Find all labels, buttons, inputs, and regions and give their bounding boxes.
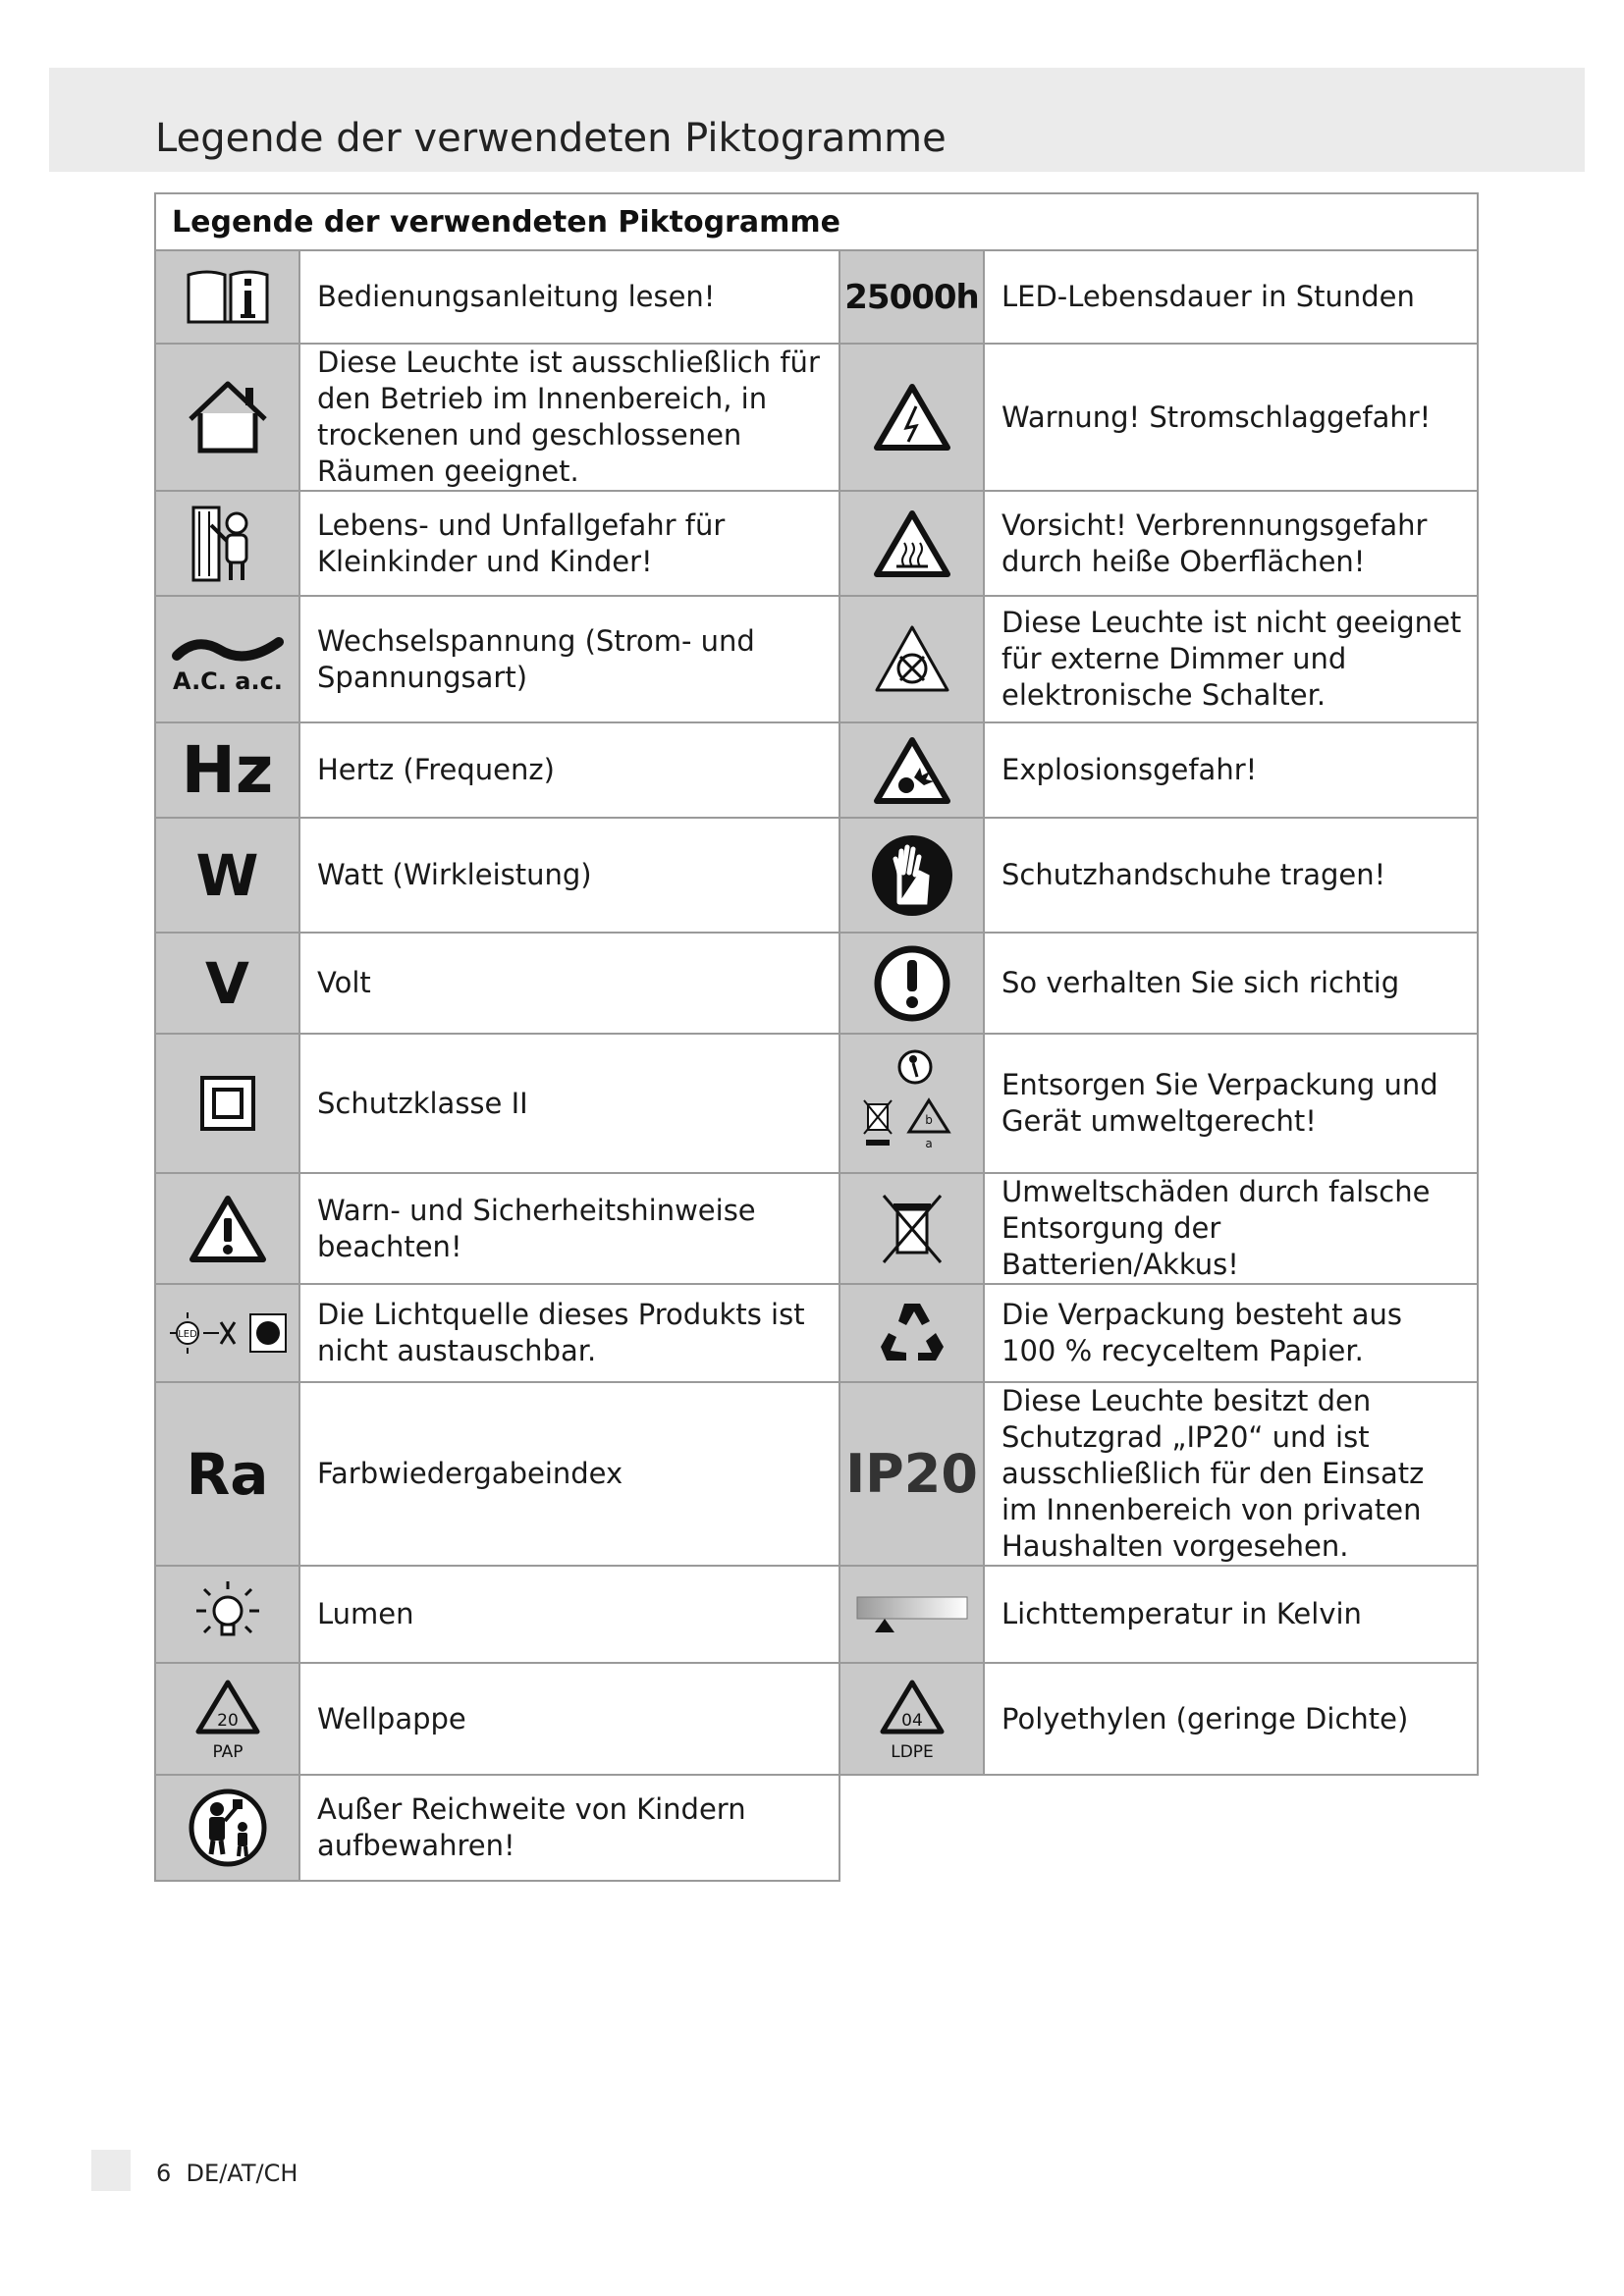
table-row bbox=[155, 1382, 1478, 1566]
recycle-letter-b: b bbox=[924, 1113, 933, 1127]
page-number: 6 bbox=[156, 2160, 172, 2187]
legend-text: Wellpappe bbox=[299, 1663, 839, 1775]
legend-text: Farbwiedergabeindex bbox=[299, 1382, 839, 1566]
table-title: Legende der verwendeten Piktogramme bbox=[155, 193, 1478, 250]
ra-label: Ra bbox=[186, 1440, 269, 1508]
legend-text: Watt (Wirkleistung) bbox=[299, 818, 839, 933]
legend-text: Vorsicht! Verbrennungsgefahr durch heiße Oberflächen! bbox=[984, 491, 1478, 596]
non-replaceable-light-icon bbox=[155, 1284, 299, 1382]
explosion-warning-icon bbox=[839, 722, 984, 818]
legend-text: Wechselspannung (Strom- und Spannungsart) bbox=[299, 596, 839, 722]
no-dimmer-icon bbox=[839, 596, 984, 722]
disposal-icon bbox=[839, 1034, 984, 1173]
footer-marker bbox=[91, 2150, 131, 2191]
ac-label: A.C. a.c. bbox=[172, 667, 283, 695]
child-danger-icon bbox=[155, 491, 299, 596]
hours-icon bbox=[839, 250, 984, 344]
legend-text: Bedienungsanleitung lesen! bbox=[299, 250, 839, 344]
legend-text: Diese Leuchte ist ausschließlich für den Betrieb im Innenbereich, in trockenen und geschlossenen Räumen geeignet. bbox=[299, 344, 839, 491]
lumen-icon bbox=[155, 1566, 299, 1663]
legend-text: Außer Reichweite von Kindern aufbewahren! bbox=[299, 1775, 839, 1881]
legend-text: Volt bbox=[299, 933, 839, 1034]
hertz-label: Hz bbox=[181, 731, 274, 808]
gloves-icon bbox=[839, 818, 984, 933]
legend-text: Lebens- und Unfallgefahr für Kleinkinder und Kinder! bbox=[299, 491, 839, 596]
table-row bbox=[155, 1284, 1478, 1382]
legend-text: So verhalten Sie sich richtig bbox=[984, 933, 1478, 1034]
table-row bbox=[155, 722, 1478, 818]
table-row bbox=[155, 1173, 1478, 1284]
hot-surface-warning-icon bbox=[839, 491, 984, 596]
watt-label: W bbox=[195, 841, 259, 909]
legend-text: Die Lichtquelle dieses Produkts ist nicht austauschbar. bbox=[299, 1284, 839, 1382]
table-row bbox=[155, 1663, 1478, 1775]
kelvin-scale-icon bbox=[839, 1566, 984, 1663]
recycle-icon bbox=[839, 1284, 984, 1382]
legend-text: Schutzklasse II bbox=[299, 1034, 839, 1173]
recycle-letter-a: a bbox=[924, 1137, 933, 1150]
table-row bbox=[155, 250, 1478, 344]
exclamation-circle-icon bbox=[839, 933, 984, 1034]
legend-text: LED-Lebensdauer in Stunden bbox=[984, 250, 1478, 344]
legend-text: Lichttemperatur in Kelvin bbox=[984, 1566, 1478, 1663]
pap-recycling-icon bbox=[155, 1663, 299, 1775]
pap-label: PAP bbox=[211, 1742, 244, 1762]
empty-cell bbox=[839, 1775, 1478, 1881]
legend-text: Warn- und Sicherheitshinweise beachten! bbox=[299, 1173, 839, 1284]
table-row bbox=[155, 1034, 1478, 1173]
page-heading: Legende der verwendeten Piktogramme bbox=[155, 116, 947, 161]
keep-away-children-icon bbox=[155, 1775, 299, 1881]
page-footer bbox=[156, 2160, 298, 2187]
led-label: LED bbox=[177, 1329, 197, 1340]
ldpe-code: 04 bbox=[900, 1711, 923, 1731]
hertz-icon bbox=[155, 722, 299, 818]
table-row bbox=[155, 491, 1478, 596]
legend-text: Lumen bbox=[299, 1566, 839, 1663]
watt-icon bbox=[155, 818, 299, 933]
ldpe-recycling-icon bbox=[839, 1663, 984, 1775]
hours-label: 25000h bbox=[844, 277, 979, 317]
electric-shock-warning-icon bbox=[839, 344, 984, 491]
table-row bbox=[155, 1566, 1478, 1663]
region-code: DE/AT/CH bbox=[186, 2160, 298, 2187]
warning-icon bbox=[155, 1173, 299, 1284]
table-row bbox=[155, 344, 1478, 491]
ra-icon bbox=[155, 1382, 299, 1566]
legend-text: Polyethylen (geringe Dichte) bbox=[984, 1663, 1478, 1775]
ip20-icon bbox=[839, 1382, 984, 1566]
legend-text: Entsorgen Sie Verpackung und Gerät umweltgerecht! bbox=[984, 1034, 1478, 1173]
manual-info-icon bbox=[155, 250, 299, 344]
ldpe-label: LDPE bbox=[890, 1742, 934, 1762]
legend-text: Diese Leuchte ist nicht geeignet für externe Dimmer und elektronische Schalter. bbox=[984, 596, 1478, 722]
legend-text: Schutzhandschuhe tragen! bbox=[984, 818, 1478, 933]
legend-text: Hertz (Frequenz) bbox=[299, 722, 839, 818]
pap-code: 20 bbox=[216, 1711, 239, 1731]
protection-class-ii-icon bbox=[155, 1034, 299, 1173]
table-row bbox=[155, 818, 1478, 933]
table-row bbox=[155, 933, 1478, 1034]
legend-text: Umweltschäden durch falsche Entsorgung der Batterien/Akkus! bbox=[984, 1173, 1478, 1284]
legend-text: Explosionsgefahr! bbox=[984, 722, 1478, 818]
ip20-label: IP20 bbox=[845, 1442, 978, 1505]
legend-text: Diese Leuchte besitzt den Schutzgrad „IP20“ und ist ausschließlich für den Einsatz im Innenbereich von privaten Haushalten vorgesehen. bbox=[984, 1382, 1478, 1566]
legend-table bbox=[154, 192, 1479, 1882]
legend-text: Die Verpackung besteht aus 100 % recyceltem Papier. bbox=[984, 1284, 1478, 1382]
house-icon bbox=[155, 344, 299, 491]
table-row bbox=[155, 1775, 1478, 1881]
ac-icon bbox=[155, 596, 299, 722]
volt-icon bbox=[155, 933, 299, 1034]
legend-text: Warnung! Stromschlaggefahr! bbox=[984, 344, 1478, 491]
volt-label: V bbox=[205, 949, 249, 1017]
crossed-bin-icon bbox=[839, 1173, 984, 1284]
table-row bbox=[155, 596, 1478, 722]
